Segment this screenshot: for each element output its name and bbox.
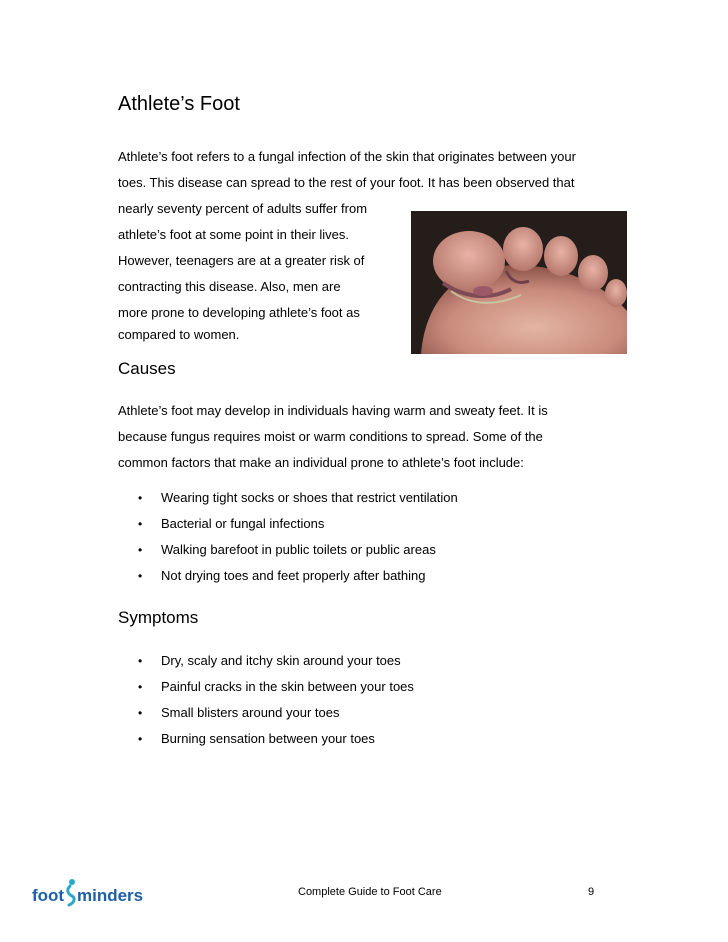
list-item-text: Not drying toes and feet properly after bathing <box>161 568 426 583</box>
causes-list <box>138 485 458 589</box>
foot-photo-icon <box>411 211 627 354</box>
list-item-text: Painful cracks in the skin between your toes <box>161 679 414 694</box>
logo-text-foot: foot <box>32 886 65 905</box>
bullet-icon: • <box>138 491 143 505</box>
list-item-text: Dry, scaly and itchy skin around your toes <box>161 653 401 668</box>
footminders-logo <box>32 876 144 910</box>
page-title: Athlete’s Foot <box>118 93 240 115</box>
intro-line-2: toes. This disease can spread to the rest of your foot. It has been observed that <box>118 175 575 190</box>
intro-narrow-line-6: compared to women. <box>118 327 240 342</box>
symptoms-heading: Symptoms <box>118 608 199 627</box>
intro-line-1: Athlete’s foot refers to a fungal infection of the skin that originates between your <box>118 149 576 164</box>
list-item <box>138 726 414 752</box>
causes-line-1: Athlete’s foot may develop in individuals having warm and sweaty feet. It is <box>118 403 548 418</box>
bullet-icon: • <box>138 654 143 668</box>
footer-title: Complete Guide to Foot Care <box>298 886 442 898</box>
list-item <box>138 537 458 563</box>
list-item-text: Small blisters around your toes <box>161 705 340 720</box>
page-number: 9 <box>588 886 595 898</box>
list-item-text: Burning sensation between your toes <box>161 731 375 746</box>
intro-narrow-line-2: athlete’s foot at some point in their lives. <box>118 227 349 242</box>
causes-heading: Causes <box>118 359 176 378</box>
list-item <box>138 511 458 537</box>
bullet-icon: • <box>138 732 143 746</box>
bullet-icon: • <box>138 517 143 531</box>
intro-narrow-line-4: contracting this disease. Also, men are <box>118 279 341 294</box>
bullet-icon: • <box>138 680 143 694</box>
intro-narrow-line-3: However, teenagers are at a greater risk of <box>118 253 365 268</box>
intro-narrow-line-5: more prone to developing athlete’s foot as <box>118 305 360 320</box>
bullet-icon: • <box>138 569 143 583</box>
list-item-text: Walking barefoot in public toilets or public areas <box>161 542 436 557</box>
logo-text-minders: minders <box>77 886 144 905</box>
causes-line-2: because fungus requires moist or warm conditions to spread. Some of the <box>118 429 543 444</box>
intro-narrow-line-1: nearly seventy percent of adults suffer from <box>118 201 368 216</box>
list-item-text: Wearing tight socks or shoes that restrict ventilation <box>161 490 458 505</box>
bullet-icon: • <box>138 543 143 557</box>
bullet-icon: • <box>138 706 143 720</box>
symptoms-list <box>138 648 414 752</box>
causes-line-3: common factors that make an individual prone to athlete’s foot include: <box>118 455 524 470</box>
list-item <box>138 648 414 674</box>
list-item <box>138 485 458 511</box>
list-item-text: Bacterial or fungal infections <box>161 516 325 531</box>
runner-figure-icon <box>68 879 75 905</box>
list-item <box>138 563 458 589</box>
list-item <box>138 700 414 726</box>
list-item <box>138 674 414 700</box>
